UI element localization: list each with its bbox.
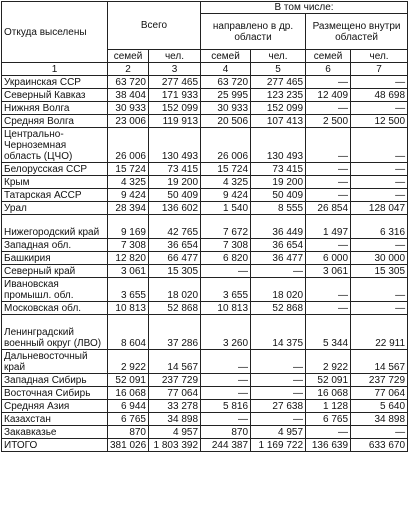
cell-c5: — (251, 374, 306, 387)
region-name: Ивановская промышл. обл. (2, 278, 108, 302)
cell-c3: 77 064 (149, 387, 201, 400)
cell-c7: — (351, 76, 408, 89)
table-row (2, 265, 408, 278)
cell-c2: 9 169 (108, 215, 149, 239)
region-name: Нижегородский край (2, 215, 108, 239)
cell-c2: 6 765 (108, 413, 149, 426)
cell-c5: 14 375 (251, 315, 306, 350)
cell-c5: — (251, 350, 306, 374)
cell-c4: 3 260 (201, 315, 251, 350)
region-name: Украинская ССР (2, 76, 108, 89)
cell-c4: 244 387 (201, 439, 251, 452)
cell-c3: 34 898 (149, 413, 201, 426)
cell-c7: 14 567 (351, 350, 408, 374)
cell-c7: 633 670 (351, 439, 408, 452)
cell-c6: 6 765 (306, 413, 351, 426)
header-origin: Откуда выселены (2, 2, 108, 63)
cell-c7: 237 729 (351, 374, 408, 387)
cell-c6: 2 500 (306, 115, 351, 128)
cell-c4: 6 820 (201, 252, 251, 265)
cell-c6: 12 409 (306, 89, 351, 102)
table-row (2, 163, 408, 176)
table-row (2, 400, 408, 413)
cell-c3: 42 765 (149, 215, 201, 239)
cell-c4: — (201, 374, 251, 387)
cell-c3: 136 602 (149, 202, 201, 215)
cell-c7: — (351, 278, 408, 302)
cell-c6: — (306, 302, 351, 315)
cell-c4: — (201, 413, 251, 426)
cell-c7: 15 305 (351, 265, 408, 278)
table-row (2, 374, 408, 387)
header-placed-inside: Размещено внутри областей (306, 14, 408, 50)
cell-c5: 27 638 (251, 400, 306, 413)
cell-c7: 77 064 (351, 387, 408, 400)
cell-c3: 119 913 (149, 115, 201, 128)
cell-c4: 15 724 (201, 163, 251, 176)
region-name: Западная обл. (2, 239, 108, 252)
table-row (2, 176, 408, 189)
cell-c5: 152 099 (251, 102, 306, 115)
deportation-table (1, 1, 408, 452)
cell-c7: — (351, 128, 408, 163)
cell-c2: 8 604 (108, 315, 149, 350)
cell-c2: 10 813 (108, 302, 149, 315)
column-number: 4 (201, 63, 251, 76)
region-name: Западная Сибирь (2, 374, 108, 387)
cell-c2: 9 424 (108, 189, 149, 202)
cell-c4: 5 816 (201, 400, 251, 413)
cell-c2: 28 394 (108, 202, 149, 215)
column-number: 3 (149, 63, 201, 76)
column-number: 5 (251, 63, 306, 76)
region-name: Крым (2, 176, 108, 189)
cell-c4: — (201, 265, 251, 278)
cell-c4: 870 (201, 426, 251, 439)
cell-c5: — (251, 387, 306, 400)
cell-c7: 5 640 (351, 400, 408, 413)
cell-c6: 26 854 (306, 202, 351, 215)
region-name: Урал (2, 202, 108, 215)
cell-c7: — (351, 302, 408, 315)
column-number: 6 (306, 63, 351, 76)
cell-c2: 381 026 (108, 439, 149, 452)
header-families: семей (306, 50, 351, 63)
cell-c2: 7 308 (108, 239, 149, 252)
region-name: Нижняя Волга (2, 102, 108, 115)
cell-c5: 1 169 722 (251, 439, 306, 452)
cell-c4: 7 672 (201, 215, 251, 239)
column-number: 2 (108, 63, 149, 76)
region-name: Ленинградский военный округ (ЛВО) (2, 315, 108, 350)
region-name: Средняя Азия (2, 400, 108, 413)
table-row (2, 278, 408, 302)
cell-c5: 18 020 (251, 278, 306, 302)
cell-c4: 26 006 (201, 128, 251, 163)
cell-c6: 6 000 (306, 252, 351, 265)
cell-c3: 52 868 (149, 302, 201, 315)
cell-c2: 30 933 (108, 102, 149, 115)
region-name: ИТОГО (2, 439, 108, 452)
cell-c6: 3 061 (306, 265, 351, 278)
cell-c2: 63 720 (108, 76, 149, 89)
cell-c2: 12 820 (108, 252, 149, 265)
table-row (2, 426, 408, 439)
cell-c2: 16 068 (108, 387, 149, 400)
cell-c4: 4 325 (201, 176, 251, 189)
region-name: Казахстан (2, 413, 108, 426)
cell-c3: 130 493 (149, 128, 201, 163)
table-row (2, 387, 408, 400)
cell-c5: 36 477 (251, 252, 306, 265)
header-people: чел. (149, 50, 201, 63)
table-row (2, 215, 408, 239)
header-including: В том числе: (201, 2, 408, 14)
region-name: Северный Кавказ (2, 89, 108, 102)
cell-c5: — (251, 413, 306, 426)
cell-c6: — (306, 102, 351, 115)
cell-c6: 136 639 (306, 439, 351, 452)
table-row (2, 89, 408, 102)
cell-c6: 5 344 (306, 315, 351, 350)
region-name: Башкирия (2, 252, 108, 265)
table-row (2, 413, 408, 426)
cell-c7: 128 047 (351, 202, 408, 215)
cell-c6: 1 497 (306, 215, 351, 239)
table-row (2, 350, 408, 374)
table-row (2, 128, 408, 163)
cell-c4: 25 995 (201, 89, 251, 102)
cell-c3: 36 654 (149, 239, 201, 252)
header-total: Всего (108, 2, 201, 50)
cell-c5: 52 868 (251, 302, 306, 315)
table-row (2, 302, 408, 315)
cell-c4: 10 813 (201, 302, 251, 315)
cell-c7: — (351, 189, 408, 202)
cell-c5: 130 493 (251, 128, 306, 163)
cell-c2: 15 724 (108, 163, 149, 176)
table-row (2, 239, 408, 252)
cell-c3: 19 200 (149, 176, 201, 189)
cell-c6: 52 091 (306, 374, 351, 387)
table-row (2, 439, 408, 452)
header-people: чел. (351, 50, 408, 63)
cell-c6: — (306, 189, 351, 202)
cell-c7: — (351, 426, 408, 439)
cell-c6: — (306, 278, 351, 302)
cell-c6: — (306, 163, 351, 176)
cell-c4: 7 308 (201, 239, 251, 252)
cell-c5: 50 409 (251, 189, 306, 202)
cell-c3: 37 286 (149, 315, 201, 350)
region-name: Московская обл. (2, 302, 108, 315)
cell-c6: — (306, 128, 351, 163)
cell-c2: 23 006 (108, 115, 149, 128)
cell-c3: 33 278 (149, 400, 201, 413)
header-families: семей (201, 50, 251, 63)
cell-c3: 237 729 (149, 374, 201, 387)
region-name: Белорусская ССР (2, 163, 108, 176)
cell-c6: — (306, 76, 351, 89)
cell-c2: 6 944 (108, 400, 149, 413)
cell-c4: 1 540 (201, 202, 251, 215)
table-row (2, 76, 408, 89)
header-families: семей (108, 50, 149, 63)
cell-c7: 22 911 (351, 315, 408, 350)
cell-c6: 1 128 (306, 400, 351, 413)
cell-c2: 38 404 (108, 89, 149, 102)
cell-c2: 870 (108, 426, 149, 439)
region-name: Центрально-Черноземная область (ЦЧО) (2, 128, 108, 163)
table-row (2, 252, 408, 265)
cell-c6: — (306, 176, 351, 189)
cell-c4: 3 655 (201, 278, 251, 302)
table-row (2, 202, 408, 215)
region-name: Дальневосточный край (2, 350, 108, 374)
cell-c4: 9 424 (201, 189, 251, 202)
cell-c7: — (351, 176, 408, 189)
cell-c3: 66 477 (149, 252, 201, 265)
cell-c4: 20 506 (201, 115, 251, 128)
table-body (2, 76, 408, 452)
cell-c3: 1 803 392 (149, 439, 201, 452)
cell-c2: 2 922 (108, 350, 149, 374)
cell-c2: 26 006 (108, 128, 149, 163)
cell-c3: 73 415 (149, 163, 201, 176)
region-name: Средняя Волга (2, 115, 108, 128)
header-sent-other: направлено в др. области (201, 14, 306, 50)
cell-c6: — (306, 426, 351, 439)
cell-c5: 4 957 (251, 426, 306, 439)
cell-c5: 73 415 (251, 163, 306, 176)
cell-c6: — (306, 239, 351, 252)
cell-c3: 18 020 (149, 278, 201, 302)
cell-c5: 123 235 (251, 89, 306, 102)
table-row (2, 102, 408, 115)
cell-c4: 30 933 (201, 102, 251, 115)
column-number: 7 (351, 63, 408, 76)
cell-c4: — (201, 387, 251, 400)
cell-c7: 30 000 (351, 252, 408, 265)
cell-c7: 34 898 (351, 413, 408, 426)
cell-c3: 152 099 (149, 102, 201, 115)
column-number: 1 (2, 63, 108, 76)
cell-c6: 2 922 (306, 350, 351, 374)
cell-c3: 4 957 (149, 426, 201, 439)
cell-c7: — (351, 163, 408, 176)
cell-c3: 15 305 (149, 265, 201, 278)
cell-c2: 3 655 (108, 278, 149, 302)
cell-c7: 48 698 (351, 89, 408, 102)
cell-c4: 63 720 (201, 76, 251, 89)
cell-c3: 171 933 (149, 89, 201, 102)
cell-c5: 107 413 (251, 115, 306, 128)
cell-c2: 4 325 (108, 176, 149, 189)
cell-c7: — (351, 239, 408, 252)
cell-c5: — (251, 265, 306, 278)
cell-c4: — (201, 350, 251, 374)
cell-c7: — (351, 102, 408, 115)
region-name: Восточная Сибирь (2, 387, 108, 400)
cell-c3: 50 409 (149, 189, 201, 202)
cell-c5: 19 200 (251, 176, 306, 189)
cell-c2: 52 091 (108, 374, 149, 387)
cell-c2: 3 061 (108, 265, 149, 278)
cell-c3: 277 465 (149, 76, 201, 89)
region-name: Татарская АССР (2, 189, 108, 202)
header-people: чел. (251, 50, 306, 63)
cell-c3: 14 567 (149, 350, 201, 374)
region-name: Закавказье (2, 426, 108, 439)
region-name: Северный край (2, 265, 108, 278)
table-row (2, 315, 408, 350)
cell-c6: 16 068 (306, 387, 351, 400)
table-row (2, 189, 408, 202)
table-row (2, 115, 408, 128)
cell-c7: 6 316 (351, 215, 408, 239)
cell-c7: 12 500 (351, 115, 408, 128)
cell-c5: 277 465 (251, 76, 306, 89)
cell-c5: 36 449 (251, 215, 306, 239)
cell-c5: 8 555 (251, 202, 306, 215)
cell-c5: 36 654 (251, 239, 306, 252)
